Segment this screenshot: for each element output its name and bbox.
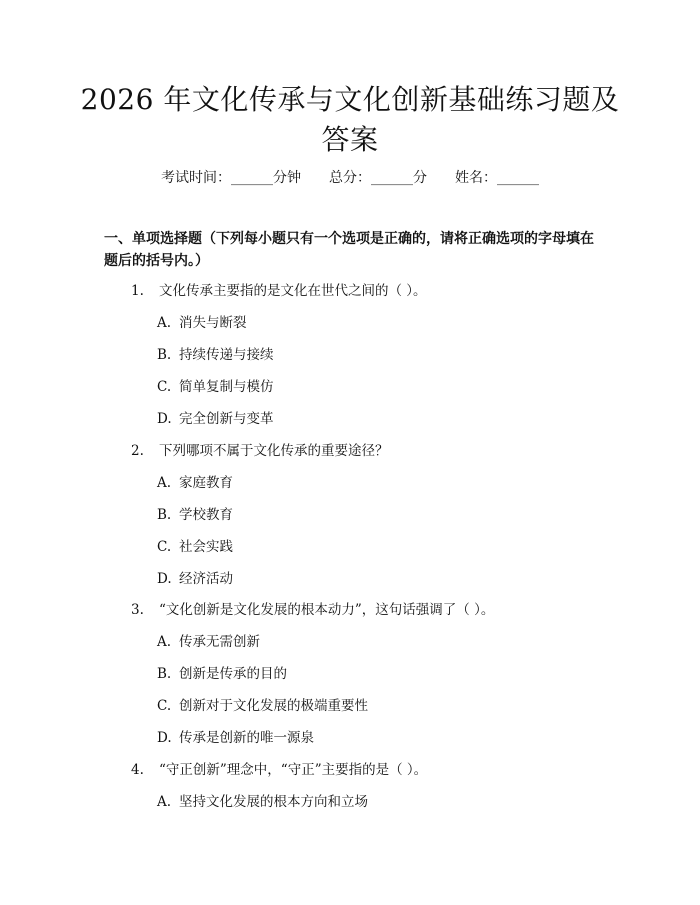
option-1c [157,377,274,397]
option-4a [157,792,368,812]
option-3a [157,632,260,652]
option-text: 家庭教育 [179,475,233,491]
option-text: 简单复制与模仿 [179,379,274,395]
option-letter: C. [157,539,172,555]
question-number: 2. [131,443,144,459]
option-3c [157,696,368,716]
option-letter: A. [157,794,172,810]
option-text: 经济活动 [179,571,233,587]
option-text: 持续传递与接续 [179,347,274,363]
option-3d [157,728,314,748]
question-4 [131,760,427,780]
option-3b [157,664,287,684]
option-text: 传承是创新的唯一源泉 [179,730,314,746]
question-number: 1. [131,283,144,299]
option-text: 社会实践 [179,539,233,555]
question-number: 3. [131,602,144,618]
question-text: 文化传承主要指的是文化在世代之间的（ ）。 [159,283,427,299]
option-text: 消失与断裂 [179,315,247,331]
question-3 [131,600,494,620]
option-letter: B. [157,347,172,363]
option-2b [157,505,233,525]
name-field: 姓名：______ [455,170,539,186]
option-2a [157,473,233,493]
section-heading: 一、单项选择题（下列每小题只有一个选项是正确的，请将正确选项的字母填在题后的括号内。） [104,231,594,269]
option-letter: A. [157,315,172,331]
option-1d [157,409,274,429]
option-letter: C. [157,379,172,395]
option-text: 完全创新与变革 [179,411,274,427]
total-score-field: 总分：______分 [329,170,427,186]
option-letter: A. [157,475,172,491]
option-letter: B. [157,507,172,523]
question-2 [131,441,389,461]
question-text: 下列哪项不属于文化传承的重要途径？ [159,443,389,459]
option-text: 学校教育 [179,507,233,523]
question-1 [131,281,427,301]
option-letter: D. [157,730,172,746]
option-letter: C. [157,698,172,714]
option-letter: B. [157,666,172,682]
option-text: 创新对于文化发展的极端重要性 [179,698,368,714]
option-letter: D. [157,411,172,427]
option-text: 创新是传承的目的 [179,666,287,682]
option-2c [157,537,233,557]
option-1a [157,313,247,333]
option-text: 坚持文化发展的根本方向和立场 [179,794,368,810]
exam-info-line [0,168,700,188]
option-letter: A. [157,634,172,650]
option-2d [157,569,233,589]
exam-time-field: 考试时间：______分钟 [161,170,301,186]
question-number: 4. [131,762,144,778]
option-1b [157,345,274,365]
question-text: “文化创新是文化发展的根本动力”，这句话强调了（ ）。 [159,602,495,618]
option-text: 传承无需创新 [179,634,260,650]
document-title: 2026 年文化传承与文化创新基础练习题及答案 [80,83,620,156]
option-letter: D. [157,571,172,587]
question-text: “守正创新”理念中，“守正”主要指的是（ ）。 [159,762,428,778]
